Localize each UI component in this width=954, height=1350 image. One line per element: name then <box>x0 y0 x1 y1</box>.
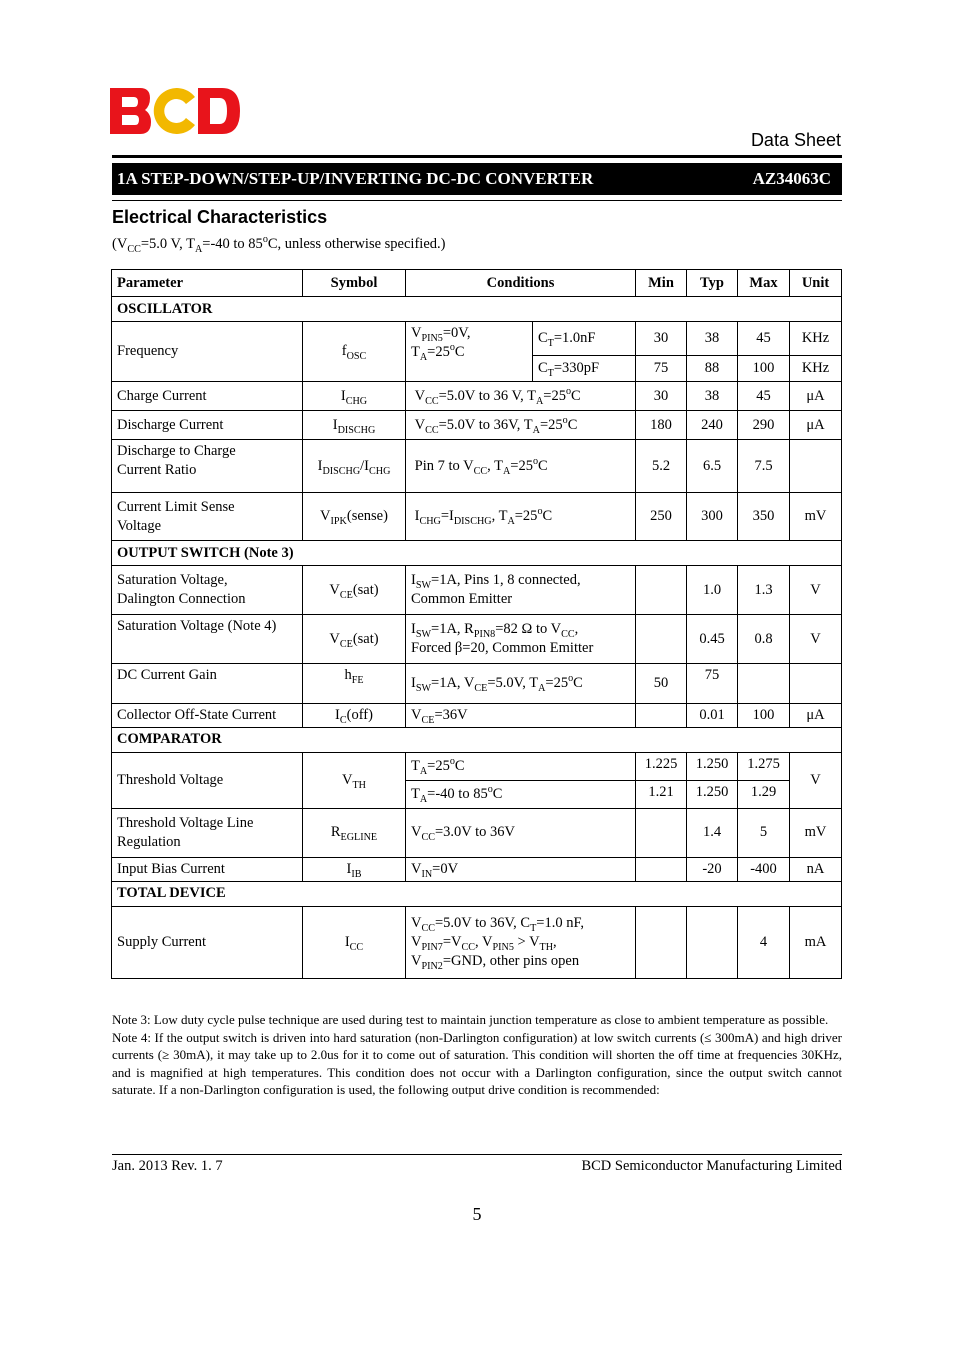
col-header: Parameter <box>112 270 303 297</box>
condition-cell: $V_{CC}=5.0V$ to 36V, $C_T=1.0$ nF, $V_{PIN7}=V_{CC}$, $V_{PIN5} > V_{TH}$, $V_{PIN2}=GND$, other pins open <box>406 906 636 978</box>
condition-cell: $I_{SW}=1A$, Pins 1, 8 connected, Common Emitter <box>406 566 636 615</box>
col-header: Unit <box>790 270 842 297</box>
unit-cell <box>790 664 842 704</box>
table-row <box>112 857 842 881</box>
max-cell: 290 <box>738 411 790 440</box>
max-cell: 1.275 <box>738 752 790 780</box>
min-cell <box>636 906 687 978</box>
section-row: OUTPUT SWITCH (Note 3) <box>112 541 842 566</box>
condition-cell: $T_A=-40$ to 85$^o$C <box>406 780 636 808</box>
max-cell: 100 <box>738 704 790 728</box>
unit-cell: μA <box>790 411 842 440</box>
max-cell: 7.5 <box>738 440 790 493</box>
section-row: TOTAL DEVICE <box>112 881 842 906</box>
param-cell: Discharge to Charge Current Ratio <box>112 440 303 493</box>
unit-cell: μA <box>790 382 842 411</box>
table-row <box>112 493 842 541</box>
typ-cell: 88 <box>687 356 738 382</box>
note-3: Note 3: Low duty cycle pulse technique are used during test to maintain junction temperature as close to ambient temperature as possible. <box>112 1012 829 1027</box>
condition-cell: $V_{CC}=5.0V$ to 36V, $T_A=25^oC$ <box>406 411 636 440</box>
condition-cell: $V_{PIN5}=0V$, $T_A=25^oC$ <box>406 322 533 382</box>
unit-cell: KHz <box>790 356 842 382</box>
col-header: Min <box>636 270 687 297</box>
footer-rule <box>112 1154 842 1155</box>
max-cell: -400 <box>738 857 790 881</box>
max-cell: 4 <box>738 906 790 978</box>
unit-cell: V <box>790 566 842 615</box>
bcd-logo <box>110 88 240 134</box>
param-cell: Threshold Voltage Line Regulation <box>112 808 303 857</box>
symbol-cell: $I_{DISCHG}/I_{CHG}$ <box>303 440 406 493</box>
condition-cell: $V_{CC}=5.0V$ to 36 V, $T_A=25^oC$ <box>406 382 636 411</box>
symbol-cell: $f_{OSC}$ <box>303 322 406 382</box>
unit-cell: mV <box>790 808 842 857</box>
section-heading: Electrical Characteristics <box>112 207 328 227</box>
unit-cell: V <box>790 615 842 664</box>
col-header: Symbol <box>303 270 406 297</box>
symbol-cell: $V_{TH}$ <box>303 752 406 808</box>
min-cell: 50 <box>636 664 687 704</box>
condition-cell: $V_{IN}=0V$ <box>406 857 636 881</box>
table-row <box>112 440 842 493</box>
symbol-cell: $h_{FE}$ <box>303 664 406 704</box>
unit-cell: mV <box>790 493 842 541</box>
col-header: Max <box>738 270 790 297</box>
notes <box>112 1011 842 1099</box>
min-cell: 180 <box>636 411 687 440</box>
unit-cell <box>790 440 842 493</box>
min-cell <box>636 808 687 857</box>
min-cell: 5.2 <box>636 440 687 493</box>
condition-cell: $I_{SW}=1A$, $V_{CE}=5.0V$, $T_A=25^oC$ <box>406 664 636 704</box>
max-cell: 0.8 <box>738 615 790 664</box>
typ-cell: 38 <box>687 382 738 411</box>
document-title: 1A STEP-DOWN/STEP-UP/INVERTING DC-DC CONVERTER <box>117 169 594 188</box>
symbol-cell: $I_{CC}$ <box>303 906 406 978</box>
symbol-cell: $V_{CE}(sat)$ <box>303 615 406 664</box>
symbol-cell: $I_{CHG}$ <box>303 382 406 411</box>
electrical-characteristics-table <box>111 269 842 979</box>
param-cell: Saturation Voltage, Dalington Connection <box>112 566 303 615</box>
table-row <box>112 411 842 440</box>
max-cell: 1.29 <box>738 780 790 808</box>
table-row <box>112 566 842 615</box>
footer-company: BCD Semiconductor Manufacturing Limited <box>581 1158 842 1174</box>
min-cell: 250 <box>636 493 687 541</box>
min-cell: 30 <box>636 382 687 411</box>
max-cell: 45 <box>738 382 790 411</box>
min-cell: 30 <box>636 322 687 356</box>
table-row <box>112 382 842 411</box>
col-header: Conditions <box>406 270 636 297</box>
title-rule <box>112 200 842 201</box>
symbol-cell: $I_C(off)$ <box>303 704 406 728</box>
unit-cell: nA <box>790 857 842 881</box>
min-cell <box>636 615 687 664</box>
condition-cell: $C_T=1.0nF$ <box>533 322 636 356</box>
condition-cell: Pin 7 to $V_{CC}$, $T_A=25^oC$ <box>406 440 636 493</box>
typ-cell: -20 <box>687 857 738 881</box>
min-cell <box>636 857 687 881</box>
min-cell: 1.21 <box>636 780 687 808</box>
max-cell: 5 <box>738 808 790 857</box>
param-cell: Collector Off-State Current <box>112 704 303 728</box>
test-conditions: ($V_{CC}=5.0$ V, $T_A=-40$ to 85$^o$C, unless otherwise specified.) <box>112 234 446 255</box>
param-cell: Input Bias Current <box>112 857 303 881</box>
table-row <box>112 704 842 728</box>
param-cell: Saturation Voltage (Note 4) <box>112 615 303 664</box>
param-cell: Discharge Current <box>112 411 303 440</box>
param-cell: Frequency <box>112 322 303 382</box>
table-header-row <box>112 270 842 297</box>
max-cell: 100 <box>738 356 790 382</box>
param-cell: Supply Current <box>112 906 303 978</box>
param-cell: Threshold Voltage <box>112 752 303 808</box>
typ-cell: 38 <box>687 322 738 356</box>
condition-cell: $C_T=330pF$ <box>533 356 636 382</box>
table-row <box>112 906 842 978</box>
symbol-cell: $I_{DISCHG}$ <box>303 411 406 440</box>
table-row <box>112 615 842 664</box>
page-number: 5 <box>472 1204 482 1224</box>
condition-cell: $V_{CE}=36V$ <box>406 704 636 728</box>
param-cell: DC Current Gain <box>112 664 303 704</box>
condition-cell: $T_A=25^oC$ <box>406 752 636 780</box>
condition-cell: $I_{SW}=1A$, $R_{PIN8}=82$ Ω to $V_{CC}$, Forced β=20, Common Emitter <box>406 615 636 664</box>
note-4: Note 4: If the output switch is driven into hard saturation (non-Darlington configuration) at low switch currents (≤ 300mA) and high driver currents (≥ 30mA), it may take up to 2.0us for it to come out of saturation. This condition will shorten the off time at frequencies 30KHz, and is magnified at high temperatures. This condition does not occur with a Darlington configuration, since the output switch cannot saturate. If a non-Darlington configuration is used, the following output drive condition is recommended: <box>112 1029 842 1097</box>
document-type: Data Sheet <box>750 130 841 150</box>
max-cell: 350 <box>738 493 790 541</box>
typ-cell: 300 <box>687 493 738 541</box>
param-cell: Charge Current <box>112 382 303 411</box>
section-row: OSCILLATOR <box>112 297 842 322</box>
unit-cell: μA <box>790 704 842 728</box>
symbol-cell: $R_{EGLINE}$ <box>303 808 406 857</box>
typ-cell: 1.0 <box>687 566 738 615</box>
table-row <box>112 664 842 704</box>
typ-cell: 0.01 <box>687 704 738 728</box>
typ-cell: 0.45 <box>687 615 738 664</box>
min-cell <box>636 704 687 728</box>
min-cell <box>636 566 687 615</box>
condition-cell: $I_{CHG}=I_{DISCHG}$, $T_A=25^oC$ <box>406 493 636 541</box>
footer-date-revision: Jan. 2013 Rev. 1. 7 <box>112 1158 223 1174</box>
max-cell: 1.3 <box>738 566 790 615</box>
header-rule <box>112 155 842 158</box>
typ-cell: 1.250 <box>687 780 738 808</box>
typ-cell: 1.4 <box>687 808 738 857</box>
max-cell <box>738 664 790 704</box>
typ-cell: 6.5 <box>687 440 738 493</box>
max-cell: 45 <box>738 322 790 356</box>
typ-cell <box>687 906 738 978</box>
table-row <box>112 322 842 356</box>
condition-cell: $V_{CC}=3.0V$ to 36V <box>406 808 636 857</box>
param-cell: Current Limit Sense Voltage <box>112 493 303 541</box>
unit-cell: mA <box>790 906 842 978</box>
typ-cell: 75 <box>687 664 738 704</box>
table-row <box>112 808 842 857</box>
typ-cell: 240 <box>687 411 738 440</box>
unit-cell: KHz <box>790 322 842 356</box>
symbol-cell: $V_{IPK}(sense)$ <box>303 493 406 541</box>
symbol-cell: $I_{IB}$ <box>303 857 406 881</box>
part-number: AZ34063C <box>752 169 831 188</box>
symbol-cell: $V_{CE}(sat)$ <box>303 566 406 615</box>
min-cell: 1.225 <box>636 752 687 780</box>
unit-cell: V <box>790 752 842 808</box>
table-row <box>112 752 842 780</box>
col-header: Typ <box>687 270 738 297</box>
section-row: COMPARATOR <box>112 727 842 752</box>
title-bar <box>112 163 842 195</box>
typ-cell: 1.250 <box>687 752 738 780</box>
min-cell: 75 <box>636 356 687 382</box>
